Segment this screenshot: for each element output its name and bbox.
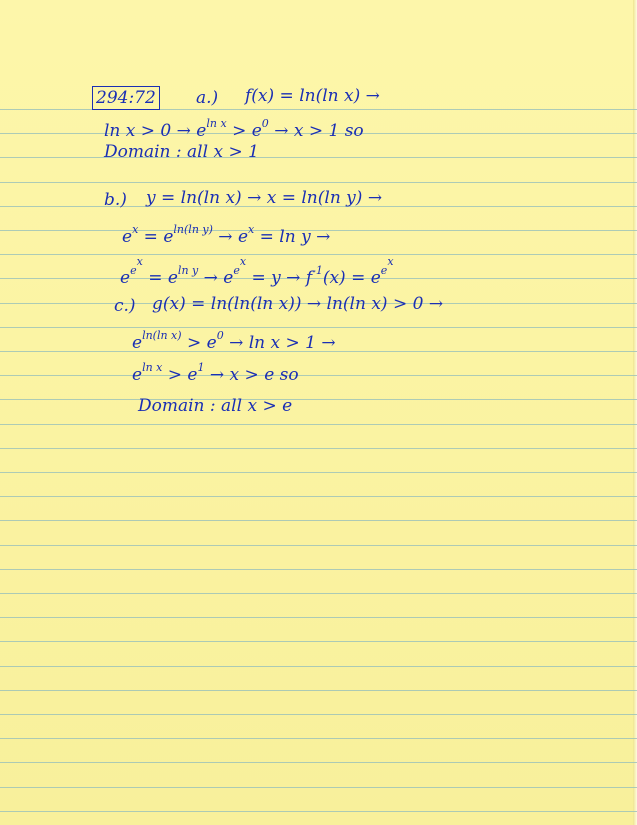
ruled-line	[0, 399, 637, 400]
part-b-label: b.)	[104, 190, 127, 210]
part-a-line2: $\ln x > 0 \to e^{ln x} > e^0 \to x > 1$ so	[104, 117, 364, 141]
ruled-line	[0, 182, 637, 183]
part-b-line1: y = ln(ln x) → x = ln(ln y) →	[146, 188, 383, 208]
ruled-line	[0, 448, 637, 449]
ruled-line	[0, 375, 637, 376]
part-a-domain: Domain : all x > 1	[104, 142, 259, 162]
ruled-line	[0, 762, 637, 763]
page-edge	[633, 0, 637, 825]
part-c-label: c.)	[114, 296, 136, 316]
ruled-line	[0, 738, 637, 739]
ruled-line	[0, 714, 637, 715]
ruled-line	[0, 641, 637, 642]
ruled-line	[0, 327, 637, 328]
ruled-line	[0, 424, 637, 425]
problem-id: 294:72	[92, 86, 160, 110]
ruled-line	[0, 569, 637, 570]
ruled-line	[0, 811, 637, 812]
problem-id-box	[92, 90, 160, 107]
part-b-line2: $e^x = e^{ln(ln y)} \to e^x = \ln y$ →	[122, 223, 331, 247]
ruled-line	[0, 690, 637, 691]
ruled-line	[0, 472, 637, 473]
part-c-line3: $e^{ln x} > e^1 \to x > e$ so	[132, 361, 299, 385]
part-a-line1: f(x) = ln(ln x) →	[245, 86, 380, 106]
ruled-line	[0, 157, 637, 158]
ruled-line	[0, 496, 637, 497]
ruled-line	[0, 666, 637, 667]
ruled-line	[0, 545, 637, 546]
ruled-line	[0, 787, 637, 788]
ruled-line	[0, 520, 637, 521]
part-c-line2: $e^{ln(ln x)} > e^0 \to \ln x > 1$ →	[132, 329, 336, 353]
part-c-line1: g(x) = ln(ln(ln x)) → ln(ln x) > 0 →	[152, 294, 444, 314]
ruled-line	[0, 254, 637, 255]
part-c-domain: Domain : all x > e	[138, 396, 293, 416]
part-b-line3: $e^{e^x} = e^{ln y} \to e^{e^x} = y \to f^{-1}(x) = e^{e^x}$	[120, 255, 394, 288]
ruled-line	[0, 593, 637, 594]
ruled-line	[0, 617, 637, 618]
part-a-label: a.)	[196, 88, 219, 108]
